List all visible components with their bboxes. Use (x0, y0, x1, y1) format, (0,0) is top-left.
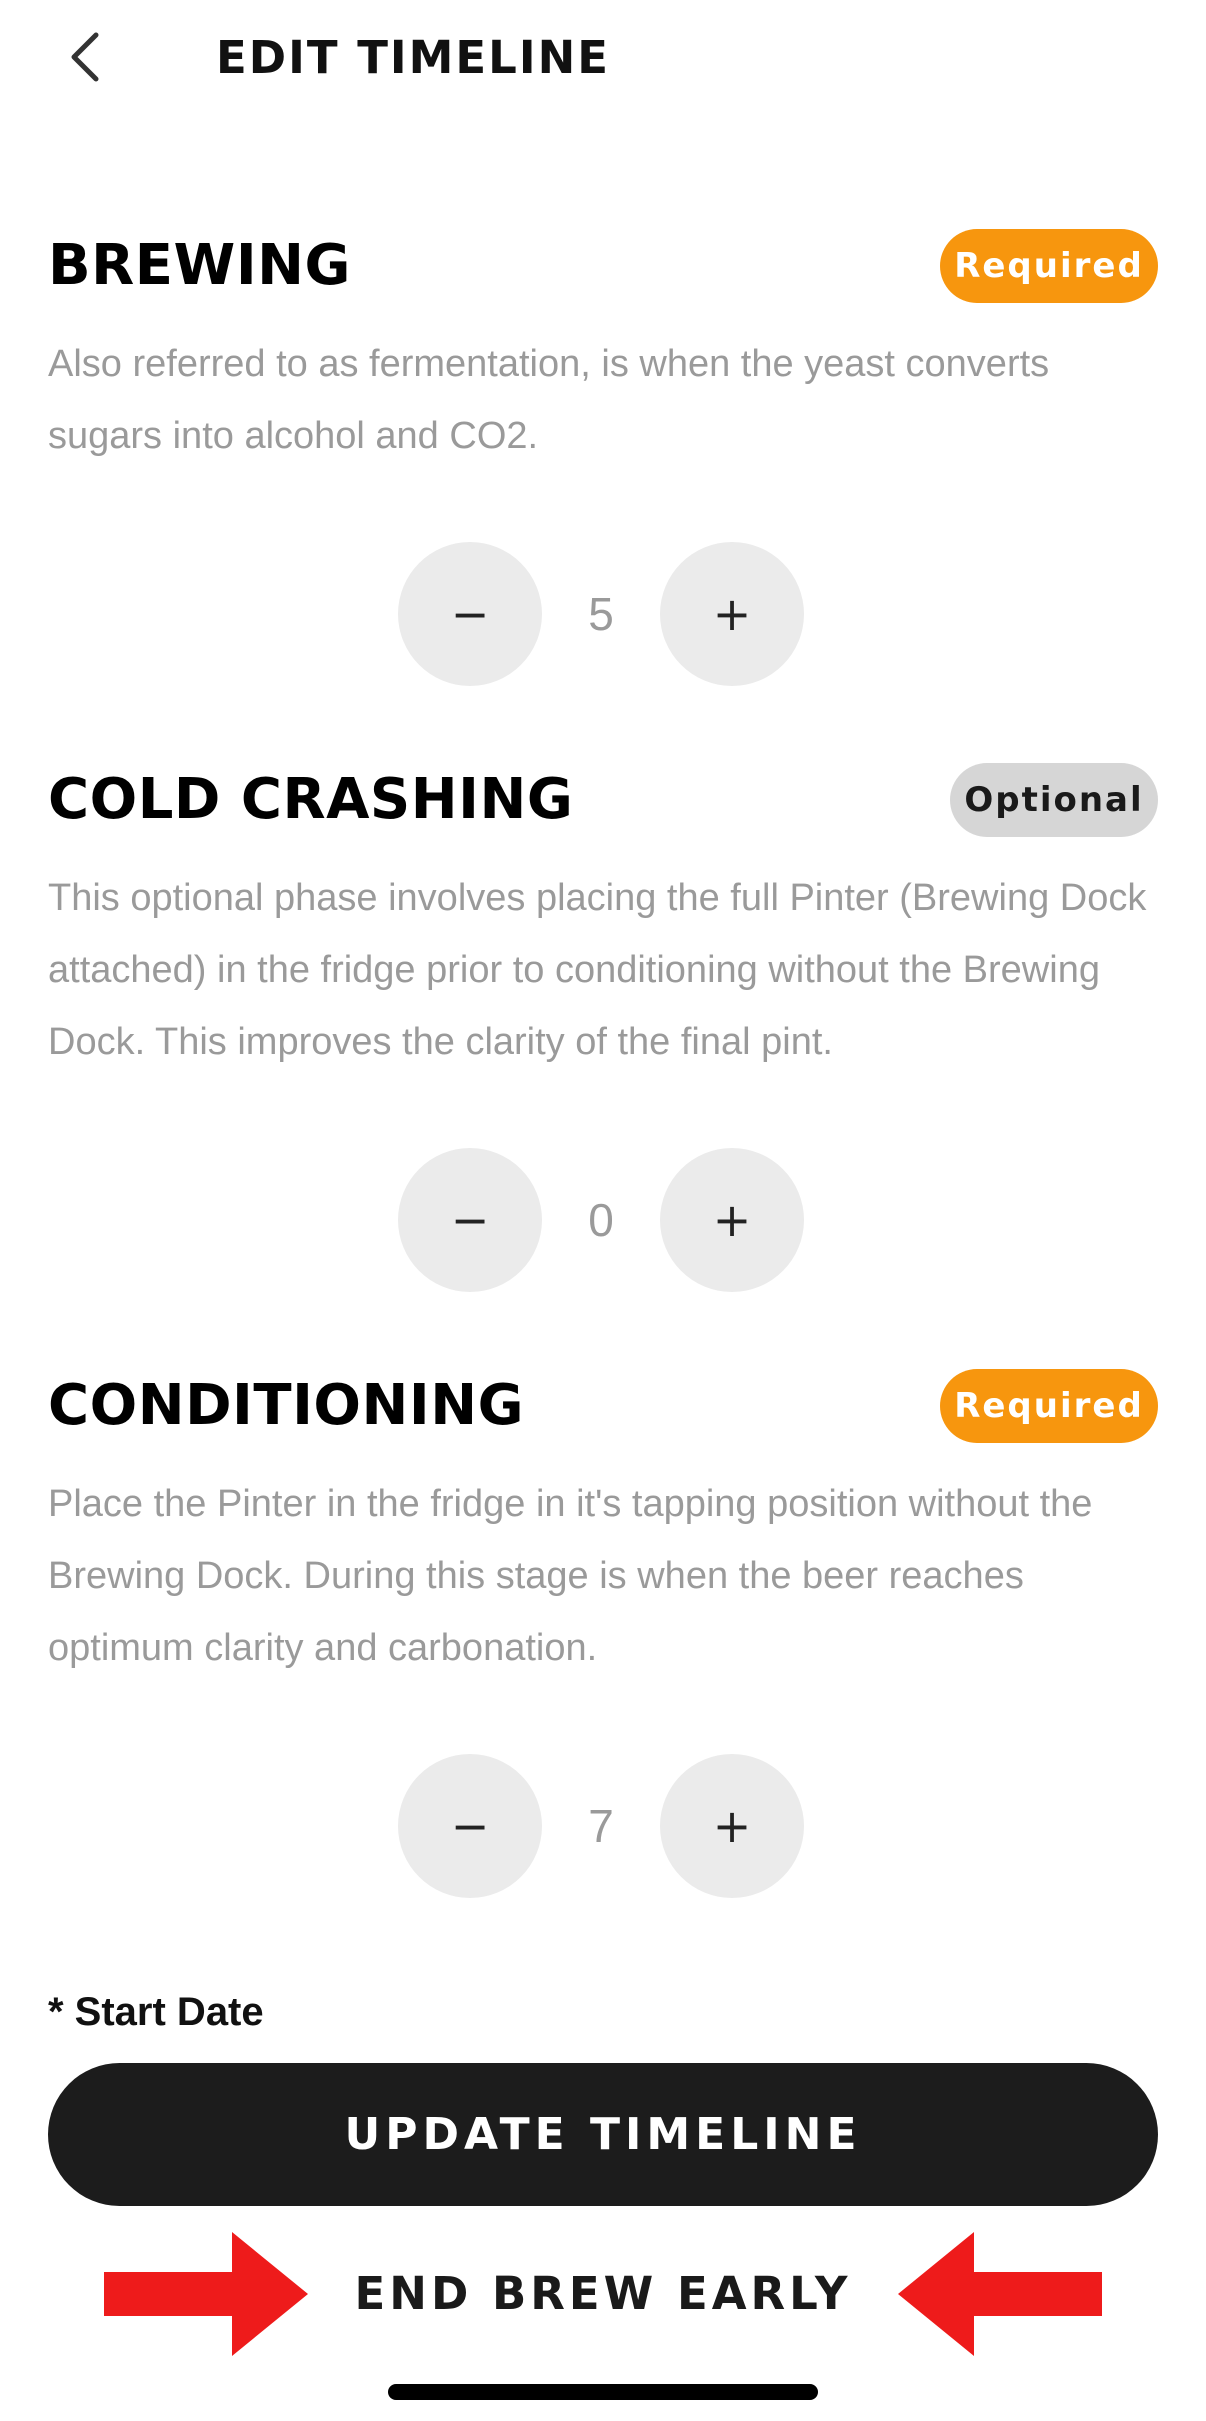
conditioning-increment-button[interactable]: + (660, 1754, 804, 1898)
brewing-increment-button[interactable]: + (660, 542, 804, 686)
phase-brewing (48, 226, 1158, 472)
phase-description: This optional phase involves placing the full Pinter (Brewing Dock attached) in the fridge prior to conditioning without the Brewing Dock. This improves the clarity of the final pint. (48, 877, 1147, 1063)
phase-description: Place the Pinter in the fridge in it's tapping position without the Brewing Dock. During this stage is when the beer reaches optimum clarity and carbonation. (48, 1483, 1093, 1669)
start-date-label: * Start Date (48, 1990, 264, 2034)
required-badge: Required (940, 229, 1158, 303)
required-badge: Required (940, 1369, 1158, 1443)
brewing-stepper (398, 542, 804, 686)
brewing-days-value: 5 (588, 588, 614, 640)
home-indicator (388, 2384, 818, 2400)
chevron-left-icon (66, 31, 102, 83)
red-arrow-icon (898, 2232, 1102, 2356)
phase-description: Also referred to as fermentation, is when the yeast converts sugars into alcohol and CO2. (48, 343, 1050, 457)
phase-title: CONDITIONING (48, 1373, 525, 1438)
cold-crashing-stepper (398, 1148, 804, 1292)
optional-badge: Optional (950, 763, 1158, 837)
phase-conditioning (48, 1366, 1158, 1684)
conditioning-days-value: 7 (588, 1800, 614, 1852)
brewing-decrement-button[interactable]: − (398, 542, 542, 686)
cold-crashing-increment-button[interactable]: + (660, 1148, 804, 1292)
header (0, 0, 1206, 120)
cold-crashing-decrement-button[interactable]: − (398, 1148, 542, 1292)
phase-cold-crashing (48, 760, 1158, 1078)
conditioning-stepper (398, 1754, 804, 1898)
back-button[interactable] (52, 22, 116, 92)
update-timeline-button[interactable]: UPDATE TIMELINE (48, 2063, 1158, 2206)
phase-title: COLD CRASHING (48, 767, 574, 832)
red-arrow-icon (104, 2232, 308, 2356)
end-brew-early-button[interactable]: END BREW EARLY (354, 2267, 852, 2320)
page-title: EDIT TIMELINE (216, 31, 610, 84)
phase-title: BREWING (48, 233, 351, 298)
conditioning-decrement-button[interactable]: − (398, 1754, 542, 1898)
cold-crashing-days-value: 0 (588, 1194, 614, 1246)
